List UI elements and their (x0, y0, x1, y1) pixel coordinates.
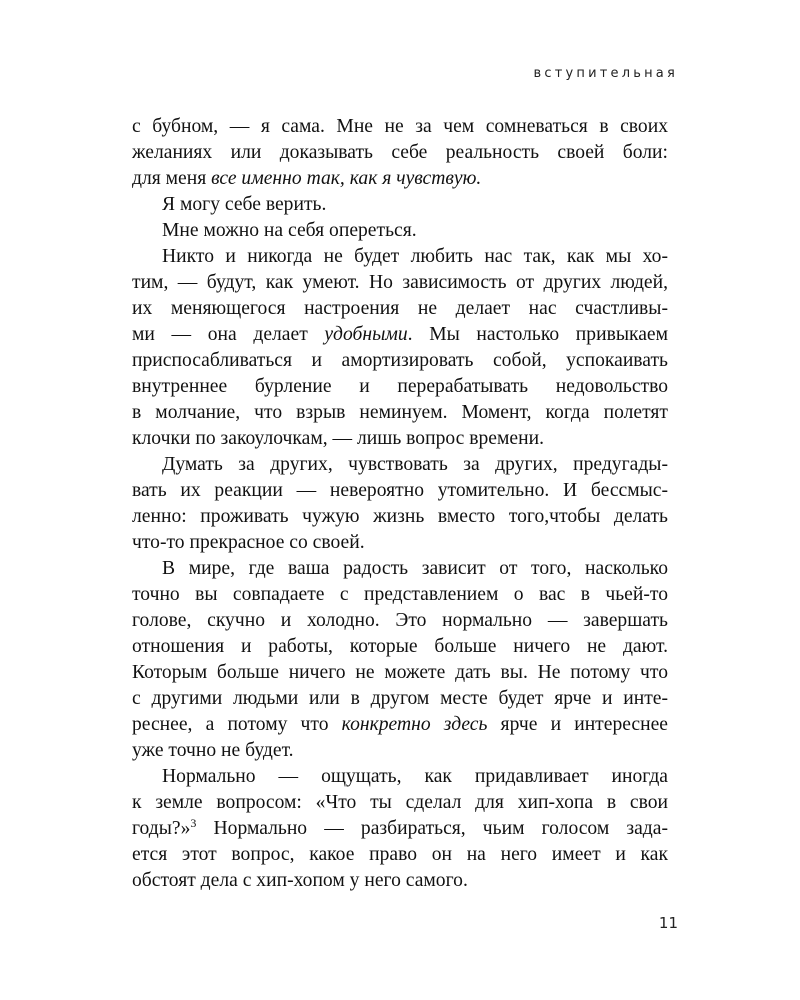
body-text (132, 114, 668, 894)
text-run: для меня (132, 168, 212, 189)
text-line (132, 712, 668, 738)
text-line: в молчание, что взрыв неминуем. Момент, когда полетят (132, 402, 668, 423)
text-line: уже точно не будет. (132, 740, 294, 761)
italic-text: удобными (324, 324, 408, 345)
text-run: реснее, а потому что (132, 714, 342, 735)
text-line (132, 322, 668, 348)
footnote-marker: 3 (190, 816, 197, 830)
text-line: с другими людьми или в другом месте будет ярче и инте- (132, 688, 668, 709)
text-line: желаниях или доказывать себе реальность своей боли: (132, 142, 668, 163)
text-line (132, 816, 668, 842)
text-run: Нормально — разбираться, чьим голосом зада- (196, 818, 668, 839)
text-line: их меняющегося настроения не делает нас счастливы- (132, 298, 668, 319)
text-run: годы?» (132, 818, 191, 839)
text-line: ется этот вопрос, какое право он на него имеет и как (132, 844, 668, 865)
text-line: ленно: проживать чужую жизнь вместо того,чтобы делать (132, 506, 668, 527)
text-line (132, 166, 668, 192)
text-line: Нормально — ощущать, как придавливает иногда (162, 766, 668, 787)
text-line: Я могу себе верить. (162, 194, 327, 215)
text-line: внутреннее бурление и перерабатывать недовольство (132, 376, 668, 397)
text-line: Мне можно на себя опереться. (162, 220, 417, 241)
text-line: к земле вопросом: «Что ты сделал для хип-хопа в свои (132, 792, 668, 813)
running-head: вступительная (533, 66, 678, 81)
text-run: ярче и интереснее (487, 714, 668, 735)
italic-text: конкретно здесь (341, 714, 488, 735)
text-line: с бубном, — я сама. Мне не за чем сомневаться в своих (132, 116, 668, 137)
text-line: отношения и работы, которые больше ничего не дают. (132, 636, 668, 657)
text-run: . Мы настолько привыкаем (407, 324, 669, 345)
text-line: точно вы совпадаете с представлением о вас в чьей-то (132, 584, 668, 605)
text-line: голове, скучно и холодно. Это нормально — завершать (132, 610, 668, 631)
text-line: приспосабливаться и амортизировать собой, успокаивать (132, 350, 668, 371)
text-line: клочки по закоулочкам, — лишь вопрос времени. (132, 428, 544, 449)
text-line: Никто и никогда не будет любить нас так, как мы хо- (162, 246, 668, 267)
text-line: Думать за других, чувствовать за других, предугады- (162, 454, 668, 475)
text-line: обстоят дела с хип-хопом у него самого. (132, 870, 468, 891)
text-line: В мире, где ваша радость зависит от того, насколько (162, 558, 668, 579)
text-line: Которым больше ничего не можете дать вы. Не потому что (132, 662, 668, 683)
page-number: 11 (658, 914, 678, 932)
text-run: ми — она делает (132, 324, 325, 345)
text-line: вать их реакции — невероятно утомительно. И бессмыс- (132, 480, 668, 501)
text-line: тим, — будут, как умеют. Но зависимость от других людей, (132, 272, 668, 293)
italic-text: все именно так, как я чувствую. (211, 168, 482, 189)
text-line: что-то прекрасное со своей. (132, 532, 365, 553)
